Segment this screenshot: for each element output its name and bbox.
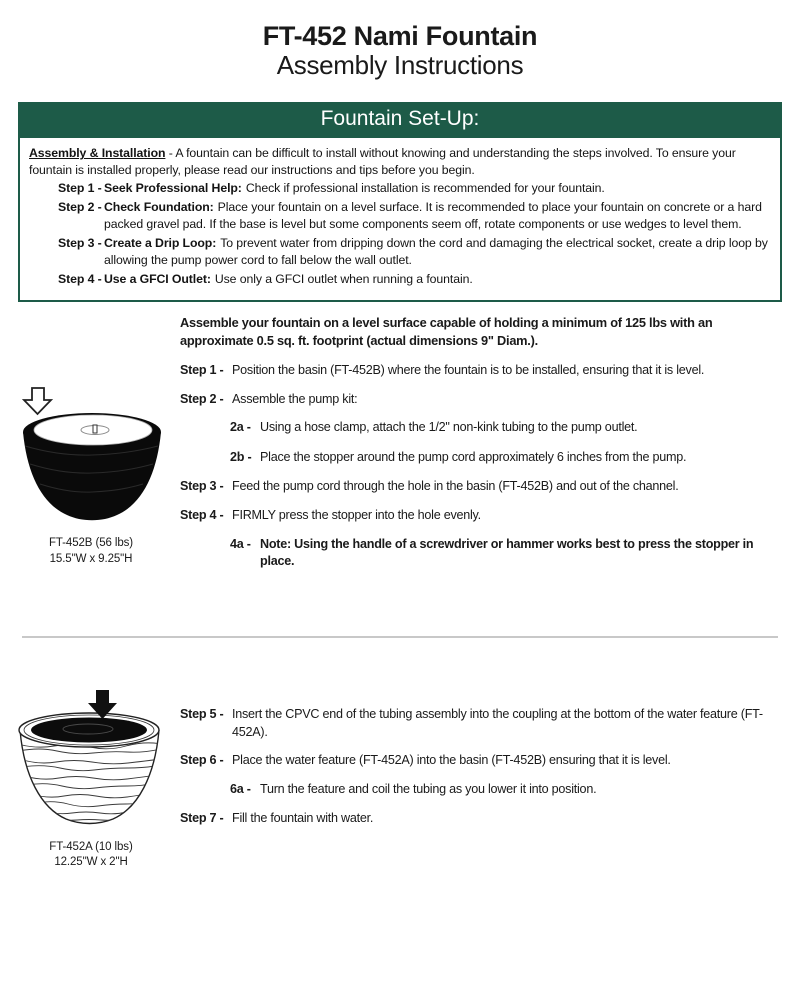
setup-step-4 (58, 271, 770, 288)
section-water-feature (0, 638, 800, 871)
setup-step-3-text: To prevent water from dripping down the cord and damaging the electrical socket, create a drip loop by allowing the pump power cord to fall below the wall outlet. (104, 236, 768, 268)
basin-a-illustration (16, 688, 166, 830)
step-6-text: Place the water feature (FT-452A) into the basin (FT-452B) ensuring that it is level. (232, 753, 671, 768)
setup-step-3-label: Step 3 - (58, 236, 102, 251)
basin-b-figure (16, 384, 166, 567)
setup-intro-text: - A fountain can be difficult to install without knowing and understanding the steps involved. To ensure your fountain is installed properly, please read our instructions and tips before you begin. (29, 146, 736, 178)
step-6 (180, 752, 788, 770)
basin-a-figure (16, 688, 166, 871)
step-2-label: Step 2 - (180, 391, 224, 406)
setup-step-2-keyword: Check Foundation: (104, 200, 214, 215)
step-2a (230, 419, 788, 437)
step-2 (180, 391, 788, 409)
step-4a (230, 536, 788, 571)
step-5 (180, 706, 788, 741)
step-6a (230, 781, 788, 799)
step-7-text: Fill the fountain with water. (232, 811, 374, 826)
setup-steps-list (58, 180, 770, 288)
section1-lead: Assemble your fountain on a level surface capable of holding a minimum of 125 lbs with an approximate 0.5 sq. ft. footprint (actual dimensions 9" Diam.). (180, 315, 713, 348)
down-arrow-outline-icon (24, 388, 51, 414)
step-4a-label: 4a - (230, 536, 251, 551)
step-3 (180, 478, 788, 496)
basin-b-caption-model: FT-452B (56 lbs) (48, 537, 134, 550)
step-6a-text: Turn the feature and coil the tubing as you lower it into position. (260, 781, 597, 796)
setup-step-2-label: Step 2 - (58, 200, 102, 215)
basin-a-caption-dimensions: 12.25"W x 2"H (54, 856, 128, 869)
basin-b-fitting (93, 425, 97, 433)
setup-step-4-text: Use only a GFCI outlet when running a fountain. (214, 272, 473, 287)
step-6a-label: 6a - (230, 781, 251, 796)
section1-steps (180, 314, 800, 583)
setup-box-title: Fountain Set-Up: (18, 102, 782, 138)
step-3-text: Feed the pump cord through the hole in the basin (FT-452B) and out of the channel. (232, 479, 679, 494)
setup-intro-paragraph (29, 145, 770, 179)
step-1-text: Position the basin (FT-452B) where the fountain is to be installed, ensuring that it is level. (232, 362, 705, 377)
step-5-label: Step 5 - (180, 706, 224, 721)
step-1-label: Step 1 - (180, 362, 224, 377)
basin-a-caption (16, 840, 166, 871)
basin-a-caption-model: FT-452A (10 lbs) (49, 840, 133, 853)
section-basin-assembly (0, 314, 800, 583)
fountain-setup-box (18, 102, 782, 302)
setup-step-2 (58, 199, 770, 233)
step-4-label: Step 4 - (180, 508, 224, 523)
setup-step-1-text: Check if professional installation is recommended for your fountain. (245, 181, 605, 196)
basin-a-opening (31, 717, 147, 742)
document-header (0, 0, 800, 80)
setup-step-4-keyword: Use a GFCI Outlet: (104, 272, 211, 287)
section2-steps (180, 638, 800, 871)
step-7 (180, 810, 788, 828)
basin-b-illustration (16, 384, 166, 526)
setup-step-1-label: Step 1 - (58, 181, 102, 196)
setup-box-body (18, 138, 782, 302)
step-2b-label: 2b - (230, 449, 252, 464)
step-4-text: FIRMLY press the stopper into the hole evenly. (232, 508, 481, 523)
step-2a-label: 2a - (230, 420, 251, 435)
step-7-label: Step 7 - (180, 811, 224, 826)
setup-step-4-label: Step 4 - (58, 272, 102, 287)
step-5-text: Insert the CPVC end of the tubing assembly into the coupling at the bottom of the water feature (FT-452A). (232, 706, 763, 739)
setup-step-3-keyword: Create a Drip Loop: (104, 236, 217, 251)
setup-step-1-keyword: Seek Professional Help: (104, 181, 242, 196)
basin-b-figure-column (0, 314, 180, 583)
basin-a-figure-column (0, 638, 180, 871)
step-4 (180, 507, 788, 525)
step-1 (180, 362, 788, 380)
step-2a-text: Using a hose clamp, attach the 1/2" non-kink tubing to the pump outlet. (260, 420, 638, 435)
step-2b-text: Place the stopper around the pump cord approximately 6 inches from the pump. (260, 449, 687, 464)
step-3-label: Step 3 - (180, 479, 224, 494)
page-subtitle: Assembly Instructions (276, 50, 524, 81)
setup-step-2-text: Place your fountain on a level surface. It is recommended to place your fountain on concrete or a hard packed gravel pad. If the base is level but some components seem off, rotate components or use wedges to level them. (104, 200, 762, 232)
step-6-label: Step 6 - (180, 753, 224, 768)
basin-b-caption-dimensions: 15.5"W x 9.25"H (49, 552, 133, 565)
basin-b-caption (16, 536, 166, 567)
setup-step-3 (58, 235, 770, 269)
step-2b (230, 449, 788, 467)
setup-intro-label: Assembly & Installation (29, 146, 166, 161)
step-4a-text: Note: Using the handle of a screwdriver or hammer works best to press the stopper in place. (260, 536, 754, 569)
step-2-text: Assemble the pump kit: (232, 391, 358, 406)
setup-step-1 (58, 180, 770, 197)
page-title: FT-452 Nami Fountain (262, 21, 538, 51)
